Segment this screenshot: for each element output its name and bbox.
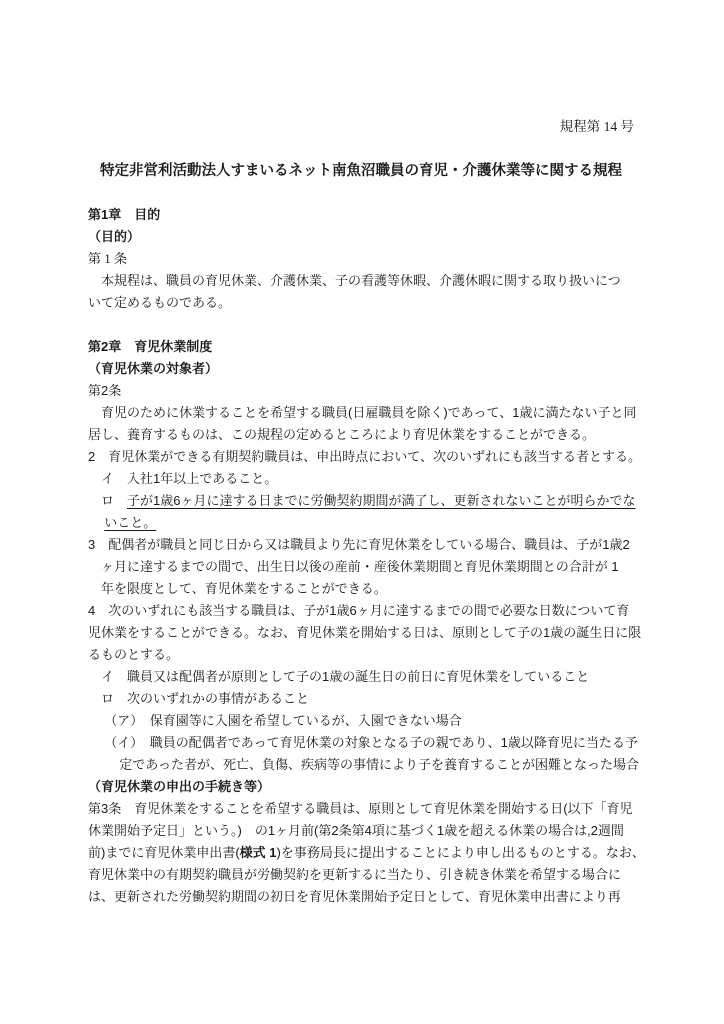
- text-run: 第2章 育児休業制度: [88, 339, 213, 354]
- text-run: 子が1歳6ヶ月に達する日までに労働契約期間が満了し、更新されないことが明らかでな: [127, 493, 636, 508]
- doc-line: [88, 270, 634, 292]
- doc-line: [88, 446, 641, 468]
- doc-line: [88, 710, 634, 732]
- text-run: 前)までに育児休業申出書(: [88, 845, 240, 860]
- text-run: 定であった者が、死亡、負傷、疾病等の事情により子を養育することが困難となった場合: [119, 757, 640, 772]
- doc-line: [88, 248, 634, 270]
- text-run: 休業開始予定日」という。) の1ヶ月前(第2条第4項に基づく1歳を超える休業の場合は,2週間: [88, 823, 624, 838]
- doc-line: [88, 358, 634, 380]
- text-run: は、更新された労働契約期間の初日を育児休業開始予定日として、育児休業申出書により再: [88, 889, 621, 904]
- doc-line: [88, 204, 634, 226]
- text-run: （育児休業の対象者）: [88, 361, 219, 376]
- doc-line: [88, 622, 642, 644]
- doc-line: [88, 600, 634, 622]
- doc-line: [88, 424, 634, 446]
- doc-line: [88, 776, 634, 798]
- text-run: 様式 1: [239, 845, 277, 860]
- text-run: ロ 次のいずれかの事情があること: [101, 691, 310, 706]
- text-run: いて定めるものである。: [88, 295, 232, 310]
- text-run: 年を限度として、育児休業をすることができる。: [101, 581, 387, 596]
- spacer: [88, 138, 634, 160]
- doc-line: [88, 798, 634, 820]
- text-run: （育児休業の申出の手続き等）: [88, 779, 271, 794]
- text-run: 3 配偶者が職員と同じ日から又は職員より先に育児休業をしている場合、職員は、子が1歳2: [88, 537, 630, 552]
- text-run: 育児のために休業することを希望する職員(日雇職員を除く)であって、1歳に満たない子と同: [88, 405, 637, 420]
- doc-line: [88, 754, 640, 776]
- doc-line: [88, 226, 634, 248]
- text-run: ヶ月に達するまでの間で、出生日以後の産前・産後休業期間と育児休業期間との合計が 1: [101, 559, 619, 574]
- doc-title: 特定非営利活動法人すまいるネット南魚沼職員の育児・介護休業等に関する規程: [100, 163, 622, 179]
- doc-line: [88, 336, 634, 358]
- doc-line: [88, 380, 634, 402]
- doc-line: [88, 578, 634, 600]
- spacer: [88, 182, 634, 204]
- text-run: （イ） 職員の配偶者であって育児休業の対象となる子の親であり、1歳以降育児に当たる予: [104, 735, 638, 750]
- doc-line: [88, 732, 638, 754]
- doc-line: [88, 820, 634, 842]
- doc-line: [88, 644, 634, 666]
- text-run: ロ: [101, 493, 128, 508]
- doc-line: [88, 688, 634, 710]
- doc-line: [88, 534, 634, 556]
- text-run: )を事務局長に提出することにより申し出るものとする。なお、: [276, 845, 645, 860]
- text-run: 第 1 条: [88, 251, 128, 266]
- text-run: 2 育児休業ができる有期契約職員は、申出時点において、次のいずれにも該当する者とする。: [88, 449, 641, 464]
- doc-line: [88, 490, 634, 512]
- text-run: るものとする。: [88, 647, 180, 662]
- doc-line: [88, 842, 645, 864]
- doc-number: 規程第 14 号: [559, 119, 634, 134]
- text-run: （目的）: [88, 229, 141, 244]
- text-run: イ 入社1年以上であること。: [101, 471, 278, 486]
- doc-line: [88, 468, 634, 490]
- doc-line: [88, 512, 634, 534]
- text-run: イ 職員又は配偶者が原則として子の1歳の誕生日の前日に育児休業をしていること: [101, 669, 590, 684]
- text-run: 第3条 育児休業をすることを希望する職員は、原則として育児休業を開始する日(以下「育児: [88, 801, 633, 816]
- text-run: 第2条: [88, 383, 122, 398]
- text-run: 育児休業中の有期契約職員が労働契約を更新するに当たり、引き続き休業を希望する場合に: [88, 867, 622, 882]
- doc-line: [88, 556, 634, 578]
- text-run: （ア） 保育園等に入園を希望しているが、入園できない場合: [104, 713, 462, 728]
- text-run: 児休業をすることができる。なお、育児休業を開始する日は、原則として子の1歳の誕生日に限: [88, 625, 642, 640]
- text-run: 居し、養育するものは、この規程の定めるところにより育児休業をすることができる。: [88, 427, 596, 442]
- text-run: 4 次のいずれにも該当する職員は、子が1歳6ヶ月に達するまでの間で必要な日数について育: [88, 603, 630, 618]
- doc-line: [88, 886, 634, 908]
- doc-line: [88, 666, 634, 688]
- text-run: いこと。: [104, 515, 157, 530]
- text-run: 第1章 目的: [88, 207, 161, 222]
- blank-line: [88, 314, 634, 336]
- doc-line: [88, 864, 634, 886]
- doc-line: [88, 402, 637, 424]
- text-run: 本規程は、職員の育児休業、介護休業、子の看護等休暇、介護休暇に関する取り扱いにつ: [88, 273, 621, 288]
- document-body: [88, 204, 645, 908]
- doc-line: [88, 292, 634, 314]
